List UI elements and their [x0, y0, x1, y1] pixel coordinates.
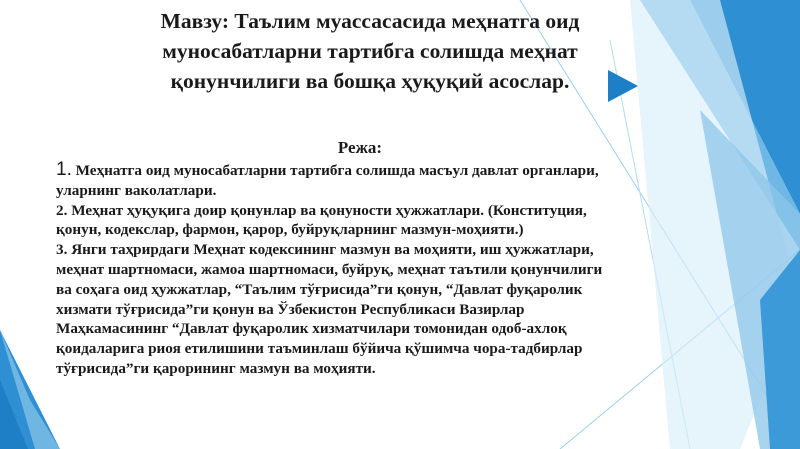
plan-item-text: Янги таҳрирдаги Меҳнат кодексининг мазмун ва моҳияти, иш ҳужжатлари,	[71, 241, 594, 259]
plan-item-text: Меҳнат ҳуқуқига доир қонунлар ва қонуности ҳужжатлари. (Конституция,	[71, 201, 587, 219]
plan-item-line: ва соҳага оид ҳужжатлар, “Таълим тўғрисида”ги қонун, “Давлат фуқаролик	[56, 280, 583, 298]
plan-heading: Режа:	[337, 138, 383, 157]
plan-list	[56, 160, 666, 379]
plan-item-line	[56, 160, 666, 181]
title-line: Мавзу: Таълим муассасасида меҳнатга оид	[160, 9, 580, 33]
plan-item-number: 3.	[56, 241, 68, 259]
plan-item-line	[56, 201, 666, 221]
plan-item-line: қонун, кодекслар, фармон, қарор, буйруқларнинг мазмун-моҳияти.)	[56, 221, 524, 239]
plan-item-number: 1.	[56, 159, 72, 180]
plan-item-line: уларнинг ваколатлари.	[56, 181, 217, 199]
plan-item-line	[56, 240, 666, 260]
plan-item-3	[56, 240, 666, 379]
title-line: қонунчилиги ва бошқа ҳуқуқий асослар.	[170, 69, 570, 93]
plan-item-line: тўғрисида”ги қарорининг мазмун ва моҳияти.	[56, 359, 376, 377]
plan-item-line: хизмати тўғрисида”ги қонун ва Ўзбекистон Республикаси Вазирлар	[56, 300, 525, 318]
plan-item-line: Маҳкамасининг “Давлат фуқаролик хизматчилари томонидан одоб-ахлоқ	[56, 320, 567, 338]
title-line: муносабатларни тартибга солишда меҳнат	[162, 39, 578, 63]
slide-title	[70, 6, 670, 96]
plan-item-2	[56, 201, 666, 241]
plan-item-line: меҳнат шартномаси, жамоа шартномаси, буйруқ, меҳнат таътили қонунчилиги	[56, 260, 603, 278]
plan-item-number: 2.	[56, 201, 68, 219]
plan-item-1	[56, 160, 666, 201]
plan-item-text: Меҳнатга оид муносабатларни тартибга солишда масъул давлат органлари,	[75, 162, 599, 179]
plan-item-line: қоидаларига риоя етилишини таъминлаш бўйича қўшимча чора-тадбирлар	[56, 340, 583, 358]
